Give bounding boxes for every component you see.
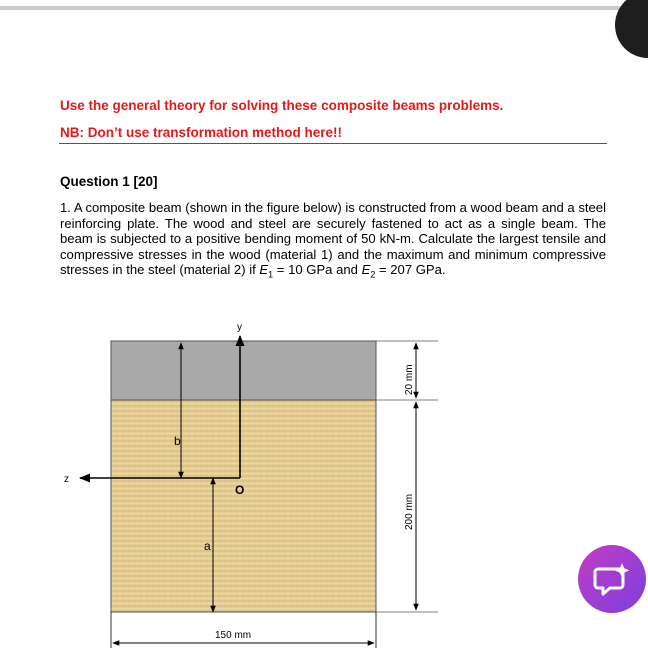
note-text: NB: Don’t use transformation method here!! [60,125,343,140]
question-title: Question 1 [20] [60,174,158,189]
width-dimension-label: 150 mm [215,630,252,641]
ai-assistant-button[interactable] [578,545,646,613]
z-axis-label: z [64,474,69,485]
steel-plate [111,341,376,400]
ai-sparkle-chat-icon [578,545,646,613]
wood-dimension-label: 200 mm [404,493,415,530]
steel-dimension-label: 20 mm [404,364,415,395]
dimension-a-label: a [204,539,211,553]
y-axis-label: y [237,322,242,333]
dimension-b-label: b [174,434,181,448]
question-body: 1. A composite beam (shown in the figure below) is constructed from a wood beam and a steel reinforcing plate. The wood and steel are securely fastened to act as a single beam. The beam is subjected to a positive bending moment of 50 kN-m. Calculate the largest tensile and compressive stresses in the wood (material 1) and the maximum and minimum compressive stresses in the steel (material 2) if $E_1 = 10$ GPa and $E_2 = 207$ GPa. [60,200,606,280]
origin-label: O [235,483,245,497]
wood-beam [111,400,376,612]
instruction-text: Use the general theory for solving these composite beams problems. [60,98,504,113]
